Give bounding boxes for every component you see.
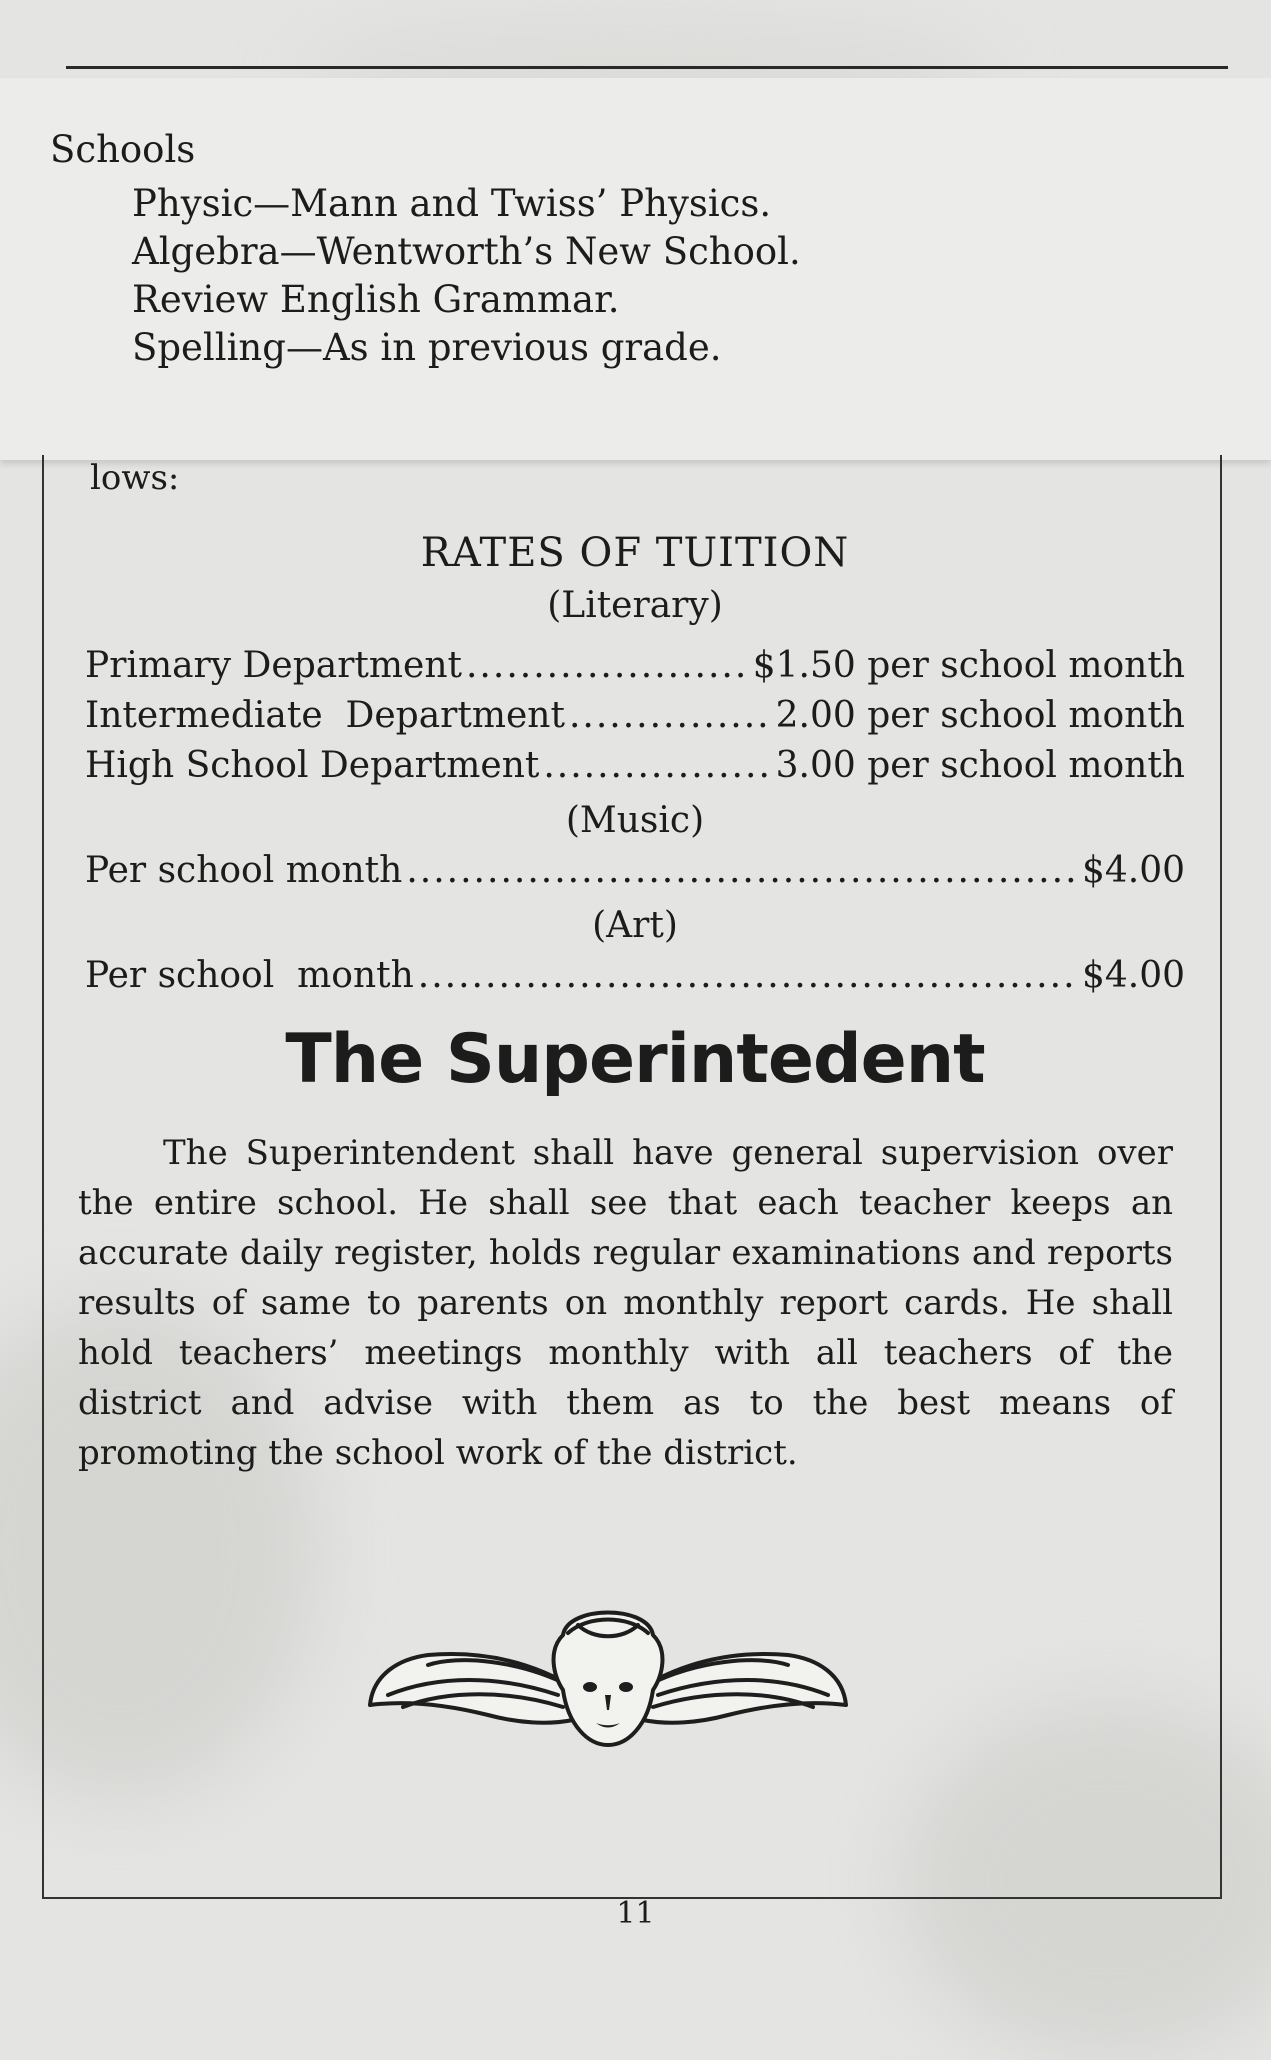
art-label: (Art) [592, 905, 678, 946]
strip-course-list [132, 180, 801, 372]
partial-line-text: lows: [90, 458, 180, 498]
rates-title: RATES OF TUITION [420, 530, 850, 576]
strip-heading: Schools [50, 128, 196, 171]
rate-value: 2.00 per school month [775, 695, 1185, 736]
leader-dots [569, 695, 772, 736]
literary-label: (Literary) [547, 585, 723, 626]
rate-value: $4.00 [1081, 955, 1185, 996]
superintendent-paragraph [78, 1128, 1173, 1478]
music-label: (Music) [565, 800, 705, 841]
leader-dots [543, 745, 771, 786]
rate-row-art [85, 955, 1185, 996]
winged-cherub-icon [368, 1595, 848, 1755]
rate-label: Per school month [85, 850, 403, 891]
course-line: Physic—Mann and Twiss’ Physics. [132, 182, 772, 225]
rate-label: Per school month [85, 955, 414, 996]
rate-row-high-school [85, 745, 1185, 786]
rate-label: Primary Department [85, 645, 462, 686]
course-line: Review English Grammar. [132, 278, 620, 321]
page-number: 11 [616, 1896, 655, 1931]
section-heading: The Superintedent [285, 1020, 985, 1099]
course-line: Algebra—Wentworth’s New School. [132, 230, 801, 273]
leader-dots [466, 645, 749, 686]
rate-value: $4.00 [1081, 850, 1185, 891]
rate-row-primary [85, 645, 1185, 686]
rate-row-music [85, 850, 1185, 891]
course-line: Spelling—As in previous grade. [132, 326, 722, 369]
paragraph-text: The Superintendent shall have general supervision over the entire school. He shall see that each teacher keeps an accurate daily register, holds regular examinations and reports results of same to parents on monthly report cards. He shall hold teachers’ meetings monthly with all teachers of the district and advise with them as to the best means of promoting the school work of the district. [78, 1133, 1173, 1473]
leader-dots [418, 955, 1078, 996]
rate-row-intermediate [85, 695, 1185, 736]
rate-value: $1.50 per school month [752, 645, 1185, 686]
leader-dots [406, 850, 1078, 891]
rate-value: 3.00 per school month [775, 745, 1185, 786]
top-rule [66, 66, 1228, 69]
rate-label: Intermediate Department [85, 695, 565, 736]
rate-label: High School Department [85, 745, 540, 786]
